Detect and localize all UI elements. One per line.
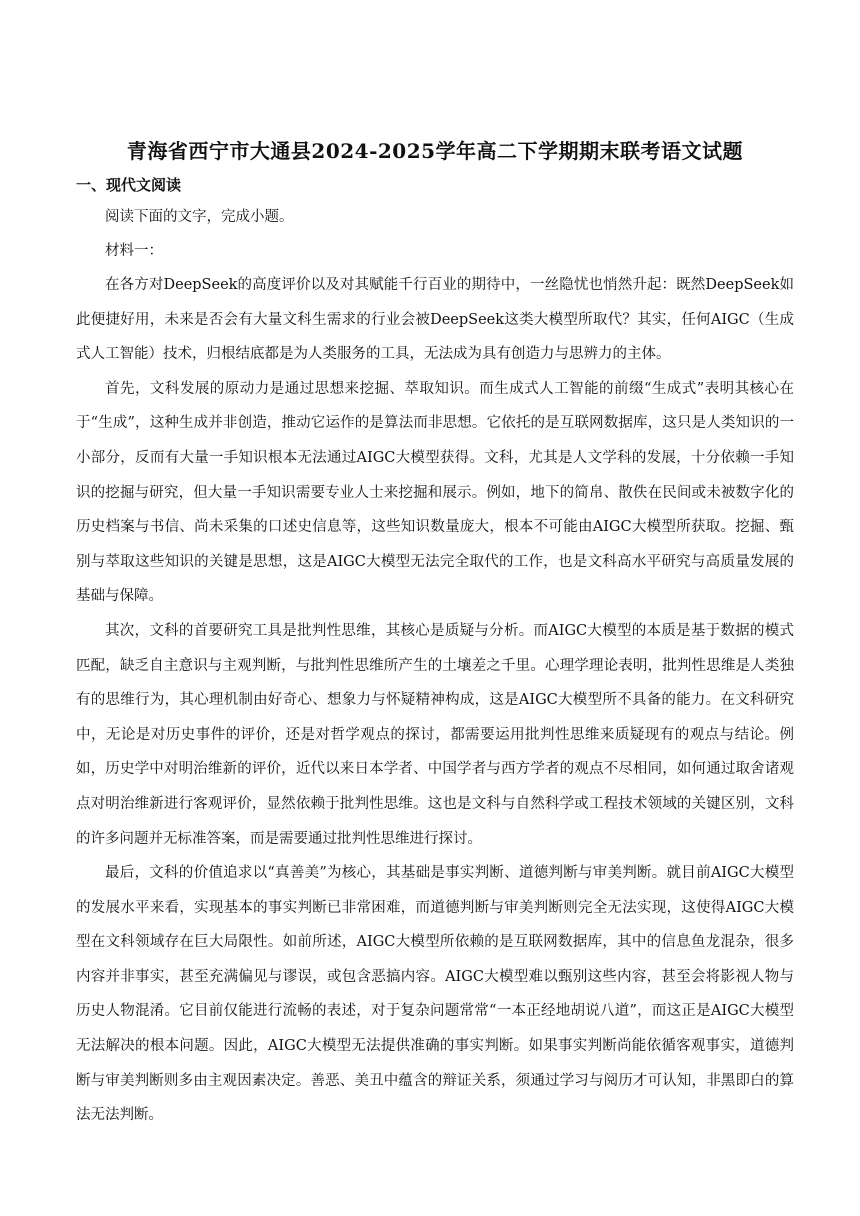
material-label: 材料一：	[105, 243, 163, 259]
paragraph-intro: 在各方对DeepSeek的高度评价以及对其赋能千行百业的期待中，一丝隐忧也悄然升起：既然DeepSeek如此便捷好用，未来是否会有大量文科生需求的行业会被DeepSeek这类大模型所取代？其实，任何AIGC（生成式人工智能）技术，归根结底都是为人类服务的工具，无法成为具有创造力与思辨力的主体。	[76, 277, 794, 363]
paragraph-second-point: 其次，文科的首要研究工具是批判性思维，其核心是质疑与分析。而AIGC大模型的本质是基于数据的模式匹配，缺乏自主意识与主观判断，与批判性思维所产生的土壤差之千里。心理学理论表明，批判性思维是人类独有的思维行为，其心理机制由好奇心、想象力与怀疑精神构成，这是AIGC大模型所不具备的能力。在文科研究中，无论是对历史事件的评价，还是对哲学观点的探讨，都需要运用批判性思维来质疑现有的观点与结论。例如，历史学中对明治维新的评价，近代以来日本学者、中国学者与西方学者的观点不尽相同，如何通过取舍诸观点对明治维新进行客观评价，显然依赖于批判性思维。这也是文科与自然科学或工程技术领域的关键区别，文科的许多问题并无标准答案，而是需要通过批判性思维进行探讨。	[76, 622, 794, 847]
document-title: 青海省西宁市大通县2024-2025学年高二下学期期末联考语文试题	[126, 139, 744, 163]
paragraph-third-point: 最后，文科的价值追求以“真善美”为核心，其基础是事实判断、道德判断与审美判断。就目前AIGC大模型的发展水平来看，实现基本的事实判断已非常困难，而道德判断与审美判断则完全无法实现，这使得AIGC大模型在文科领域存在巨大局限性。如前所述，AIGC大模型所依赖的是互联网数据库，其中的信息鱼龙混杂，很多内容并非事实，甚至充满偏见与谬误，或包含恶搞内容。AIGC大模型难以甄别这些内容，甚至会将影视人物与历史人物混淆。它目前仅能进行流畅的表述，对于复杂问题常常“一本正经地胡说八道”，而这正是AIGC大模型无法解决的根本问题。因此，AIGC大模型无法提供准确的事实判断。如果事实判断尚能依循客观事实，道德判断与审美判断则多由主观因素决定。善恶、美丑中蕴含的辩证关系，须通过学习与阅历才可认知，非黑即白的算法无法判断。	[76, 865, 794, 1124]
section-heading: 一、现代文阅读	[76, 176, 182, 194]
paragraph-first-point: 首先，文科发展的原动力是通过思想来挖掘、萃取知识。而生成式人工智能的前缀“生成式”表明其核心在于“生成”，这种生成并非创造，推动它运作的是算法而非思想。它依托的是互联网数据库，这只是人类知识的一小部分，反而有大量一手知识根本无法通过AIGC大模型获得。文科，尤其是人文学科的发展，十分依赖一手知识的挖掘与研究，但大量一手知识需要专业人士来挖掘和展示。例如，地下的简帛、散佚在民间或未被数字化的历史档案与书信、尚未采集的口述史信息等，这些知识数量庞大，根本不可能由AIGC大模型所获取。挖掘、甄别与萃取这些知识的关键是思想，这是AIGC大模型无法完全取代的工作，也是文科高水平研究与高质量发展的基础与保障。	[76, 380, 794, 605]
reading-instruction: 阅读下面的文字，完成小题。	[105, 209, 294, 225]
